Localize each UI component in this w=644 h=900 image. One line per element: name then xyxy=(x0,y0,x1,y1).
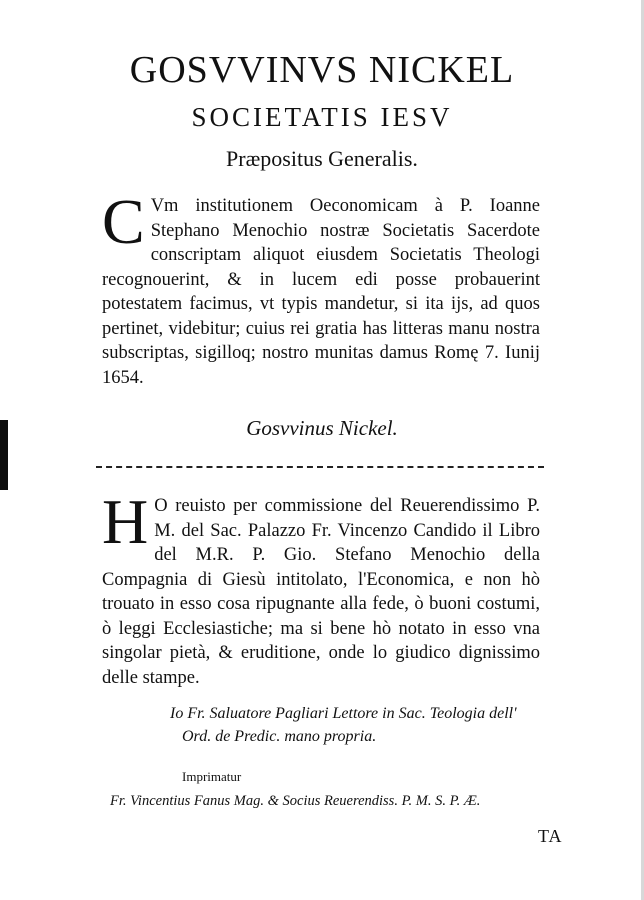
censor-signature-line1: Io Fr. Saluatore Pagliari Lettore in Sac. Teologia dell' xyxy=(170,705,517,722)
approval-signature: Gosvvinus Nickel. xyxy=(246,416,398,440)
imprimatur-signature: Fr. Vincentius Fanus Mag. & Socius Reuerendiss. P. M. S. P. Æ. xyxy=(110,793,481,809)
imprimatur-label: Imprimatur xyxy=(182,769,242,784)
approval-paragraph xyxy=(102,186,540,390)
approval-text: Vm institutionem Oeconomicam à P. Ioanne Stephano Menochio nostræ Societatis Sacerdote conscriptam aliquot eiusdem Societatis Theologi recognouerint, & in lucem edi posse probauerint potestatem facimus, vt typis mandetur, si ita ijs, ad quos pertinet, videbitur; cuius rei gratia has litteras manu nostra subscriptas, sigilloq; nostro munitas damus Romę 7. Iunij 1654. xyxy=(102,196,540,388)
header-society: SOCIETATIS IESV xyxy=(191,102,453,132)
censor-text: O reuisto per commissione del Reuerendissimo P. M. del Sac. Palazzo Fr. Vincenzo Candido il Libro del M.R. P. Gio. Stefano Menochio della Compagnia di Giesù intitolato, l'Economica, e non hò trouato in esso cosa ripugnante alla fede, ò buoni costumi, ò leggi Ecclesiastiche; ma si bene hò notato in esso vna singolar pietà, & eruditione, onde lo giudico dignissimo delle stampe. xyxy=(102,496,540,688)
censor-signature-line2: Ord. de Predic. mano propria. xyxy=(182,728,377,745)
header-office: Præpositus Generalis. xyxy=(226,146,418,171)
censor-signature xyxy=(170,702,540,748)
header-name: GOSVVINVS NICKEL xyxy=(129,49,515,91)
catchword: TA xyxy=(538,826,563,846)
censor-drop-cap: H xyxy=(102,486,149,557)
approval-drop-cap: C xyxy=(102,186,145,257)
censor-paragraph xyxy=(102,486,540,690)
section-divider xyxy=(96,466,544,468)
